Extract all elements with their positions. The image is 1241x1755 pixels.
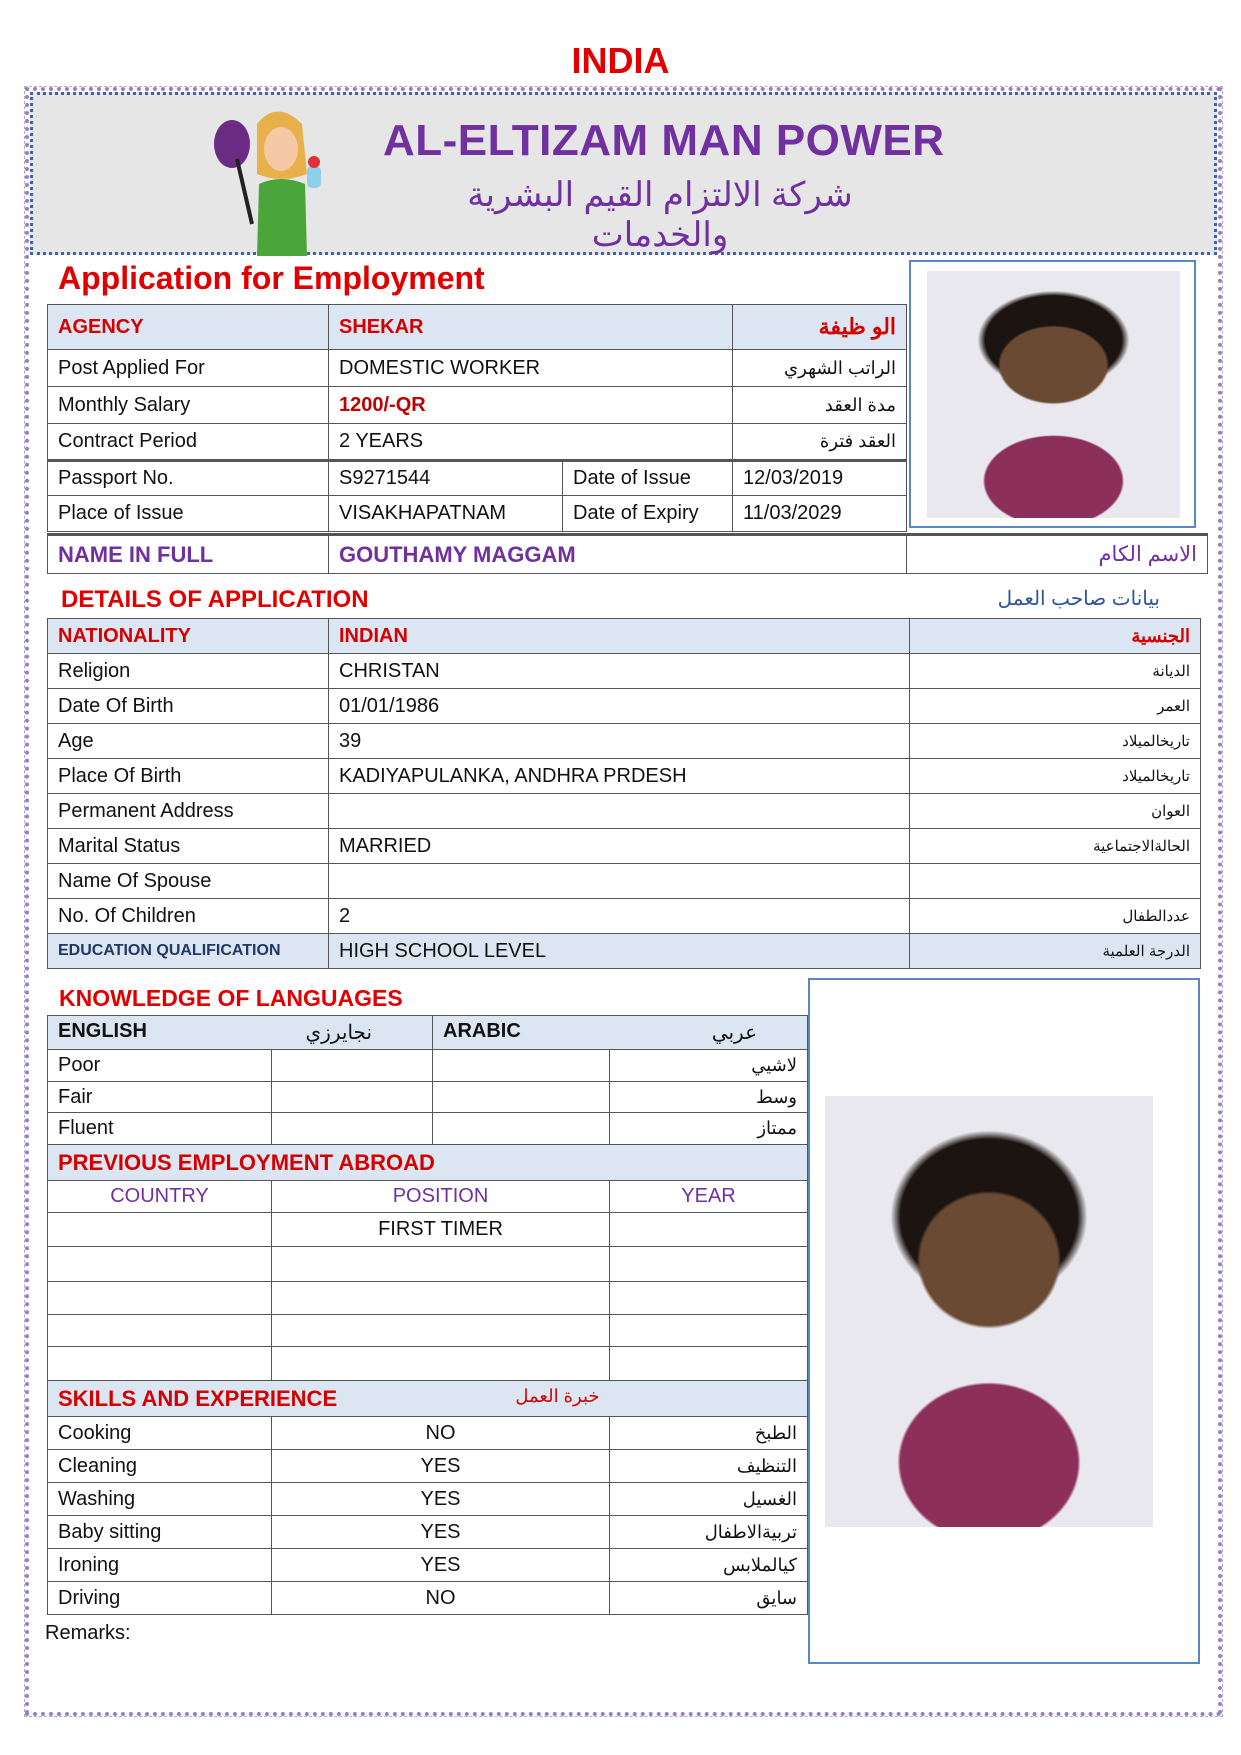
level-label: Poor [48, 1050, 272, 1082]
salary-value: 1200/-QR [329, 387, 733, 424]
agency-ar: الو ظيفة [733, 305, 907, 350]
skill-label: Washing [48, 1483, 272, 1516]
applicant-photo [927, 271, 1180, 518]
maid-logo-icon [207, 104, 342, 256]
english-label: ENGLISH [58, 1020, 147, 1042]
details-table [47, 618, 1201, 969]
agency-value: SHEKAR [329, 305, 733, 350]
detail-ar: عددالطفال [910, 899, 1201, 934]
applicant-photo-frame [909, 260, 1196, 528]
name-ar: الاسم الكام [907, 535, 1208, 574]
arabic-level-cell[interactable] [433, 1082, 610, 1113]
employment-year [610, 1315, 808, 1347]
passport-label: Passport No. [48, 461, 329, 496]
employment-country [48, 1247, 272, 1282]
english-level-cell[interactable] [272, 1082, 433, 1113]
skill-ar: الطبخ [610, 1417, 808, 1450]
detail-value [329, 864, 910, 899]
skill-ar: سايق [610, 1582, 808, 1615]
nationality-label: NATIONALITY [48, 619, 329, 654]
detail-value: CHRISTAN [329, 654, 910, 689]
detail-ar: الديانة [910, 654, 1201, 689]
skill-label: Driving [48, 1582, 272, 1615]
job-table [47, 304, 907, 532]
post-ar: الراتب الشهري [733, 350, 907, 387]
country-header: COUNTRY [48, 1181, 272, 1213]
skill-value: NO [272, 1582, 610, 1615]
employment-country [48, 1282, 272, 1315]
skill-label: Ironing [48, 1549, 272, 1582]
skill-value: YES [272, 1483, 610, 1516]
full-photo-frame [808, 978, 1200, 1664]
name-value: GOUTHAMY MAGGAM [329, 535, 907, 574]
company-name-en: AL-ELTIZAM MAN POWER [383, 116, 945, 165]
skills-title: SKILLS AND EXPERIENCE [58, 1385, 338, 1411]
post-value: DOMESTIC WORKER [329, 350, 733, 387]
agency-label: AGENCY [48, 305, 329, 350]
post-label: Post Applied For [48, 350, 329, 387]
arabic-level-cell[interactable] [433, 1050, 610, 1082]
english-level-cell[interactable] [272, 1050, 433, 1082]
employment-position [272, 1347, 610, 1381]
detail-label: Date Of Birth [48, 689, 329, 724]
education-value: HIGH SCHOOL LEVEL [329, 934, 910, 969]
detail-label: Name Of Spouse [48, 864, 329, 899]
application-title: Application for Employment [58, 260, 485, 296]
arabic-level-cell[interactable] [433, 1113, 610, 1145]
contract-value: 2 YEARS [329, 424, 733, 461]
contract-label: Contract Period [48, 424, 329, 461]
level-label: Fluent [48, 1113, 272, 1145]
detail-ar: العمر [910, 689, 1201, 724]
employment-year [610, 1347, 808, 1381]
skill-label: Cleaning [48, 1450, 272, 1483]
place-issue-value: VISAKHAPATNAM [329, 496, 563, 532]
skill-value: YES [272, 1549, 610, 1582]
arabic-label: ARABIC [443, 1020, 521, 1042]
detail-ar: تاريخالميلاد [910, 724, 1201, 759]
detail-label: Religion [48, 654, 329, 689]
name-label: NAME IN FULL [48, 535, 329, 574]
name-table [47, 533, 1208, 574]
detail-value: 39 [329, 724, 910, 759]
level-ar: لاشيي [610, 1050, 808, 1082]
detail-ar: العوان [910, 794, 1201, 829]
passport-value: S9271544 [329, 461, 563, 496]
company-name-ar: شركة الالتزام القيم البشرية والخدمات [467, 176, 853, 254]
employment-year [610, 1213, 808, 1247]
salary-label: Monthly Salary [48, 387, 329, 424]
skills-title-ar: خبرة العمل [515, 1385, 600, 1406]
details-title-ar: بيانات صاحب العمل [997, 588, 1160, 610]
employment-year [610, 1247, 808, 1282]
detail-ar: الحالةالاجتماعية [910, 829, 1201, 864]
skill-label: Baby sitting [48, 1516, 272, 1549]
level-ar: وسط [610, 1082, 808, 1113]
employment-country [48, 1315, 272, 1347]
skill-value: YES [272, 1450, 610, 1483]
education-ar: الدرجة العلمية [910, 934, 1201, 969]
education-label: EDUCATION QUALIFICATION [48, 934, 329, 969]
employment-country [48, 1347, 272, 1381]
expiry-date-label: Date of Expiry [563, 496, 733, 532]
detail-label: Place Of Birth [48, 759, 329, 794]
english-level-cell[interactable] [272, 1113, 433, 1145]
nationality-value: INDIAN [329, 619, 910, 654]
employment-position: FIRST TIMER [272, 1213, 610, 1247]
detail-ar: تاريخالميلاد [910, 759, 1201, 794]
arabic-ar: عربي [711, 1022, 758, 1044]
previous-employment-title: PREVIOUS EMPLOYMENT ABROAD [48, 1145, 808, 1181]
salary-ar: مدة العقد [733, 387, 907, 424]
languages-employment-skills-table [47, 1015, 808, 1615]
level-ar: ممتاز [610, 1113, 808, 1145]
country-heading: INDIA [571, 40, 670, 81]
english-ar: نجايرزي [305, 1022, 373, 1044]
skill-value: NO [272, 1417, 610, 1450]
level-label: Fair [48, 1082, 272, 1113]
skill-label: Cooking [48, 1417, 272, 1450]
employment-position [272, 1282, 610, 1315]
details-title: DETAILS OF APPLICATION [61, 586, 369, 613]
expiry-date: 11/03/2029 [733, 496, 907, 532]
detail-label: No. Of Children [48, 899, 329, 934]
detail-ar [910, 864, 1201, 899]
skill-ar: التنظيف [610, 1450, 808, 1483]
detail-value: KADIYAPULANKA, ANDHRA PRDESH [329, 759, 910, 794]
employment-country [48, 1213, 272, 1247]
skill-ar: كيالملابس [610, 1549, 808, 1582]
detail-label: Marital Status [48, 829, 329, 864]
place-issue-label: Place of Issue [48, 496, 329, 532]
remarks-label: Remarks: [45, 1622, 131, 1644]
languages-title: KNOWLEDGE OF LANGUAGES [59, 985, 403, 1011]
contract-ar: العقد فترة [733, 424, 907, 461]
nationality-ar: الجنسية [910, 619, 1201, 654]
skill-ar: تربيةالاطفال [610, 1516, 808, 1549]
skill-value: YES [272, 1516, 610, 1549]
issue-date: 12/03/2019 [733, 461, 907, 496]
employment-year [610, 1282, 808, 1315]
employment-position [272, 1315, 610, 1347]
detail-value: MARRIED [329, 829, 910, 864]
position-header: POSITION [272, 1181, 610, 1213]
detail-label: Permanent Address [48, 794, 329, 829]
detail-value [329, 794, 910, 829]
employment-position [272, 1247, 610, 1282]
detail-value: 01/01/1986 [329, 689, 910, 724]
skill-ar: الغسيل [610, 1483, 808, 1516]
year-header: YEAR [610, 1181, 808, 1213]
issue-date-label: Date of Issue [563, 461, 733, 496]
applicant-full-photo [825, 1096, 1153, 1527]
detail-label: Age [48, 724, 329, 759]
detail-value: 2 [329, 899, 910, 934]
